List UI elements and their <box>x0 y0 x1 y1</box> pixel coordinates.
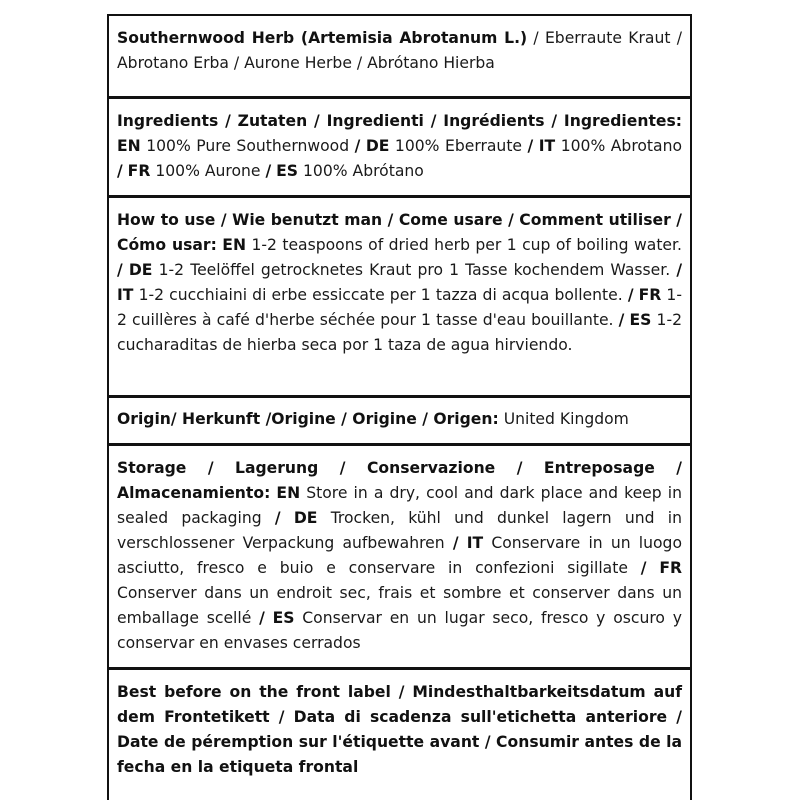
storage-text: Conservar en un lugar seco, fresco y oscuro y conservar en envases cerrados <box>117 609 682 652</box>
instruction-text: 1-2 Teelöffel getrocknetes Kraut pro 1 Tasse kochendem Wasser. <box>158 261 671 279</box>
lang-code: DE <box>365 137 390 155</box>
how-to-use-section: How to use / Wie benutzt man / Come usare / Comment utiliser / Cómo usar: EN 1-2 teaspoons of dried herb per 1 cup of boiling water. / DE 1-2 Teelöffel getrocknetes Kraut pro 1 Tasse kochendem Wasser. / IT 1-2 cucchiaini di erbe essiccate per 1 tazza di acqua bollente. / FR 1-2 cuillères à café d'herbe séchée pour 1 tasse d'eau bouillante. / ES 1-2 cucharaditas de hierba seca por 1 taza de agua hirviendo. <box>109 195 690 395</box>
product-label <box>107 14 692 800</box>
ingredient-text: 100% Eberraute <box>394 137 523 155</box>
ingredient-text: 100% Abrotano <box>560 137 683 155</box>
lang-code: DE <box>293 509 318 527</box>
lang-code: IT <box>538 137 556 155</box>
ingredient-text: 100% Aurone <box>155 162 261 180</box>
product-name: Southernwood Herb (Artemisia Abrotanum L.) <box>117 29 528 47</box>
storage-text: Conservare in un luogo asciutto, fresco e buio e conservare in confezioni sigillate <box>117 534 682 577</box>
storage-text: Conserver dans un endroit sec, frais et sombre et conserver dans un emballage scellé <box>117 584 682 627</box>
ingredient-text: 100% Pure Southernwood <box>146 137 350 155</box>
lang-code: ES <box>272 609 295 627</box>
instruction-text: 1-2 teaspoons of dried herb per 1 cup of boiling water. <box>251 236 682 254</box>
storage-text: Store in a dry, cool and dark place and keep in sealed packaging <box>117 484 682 527</box>
lang-code: ES <box>276 162 299 180</box>
best-before-text: Best before on the front label / Mindesthaltbarkeitsdatum auf dem Frontetikett / Data di scadenza sull'etichetta anteriore / Date de péremption sur l'étiquette avant / Consumir antes de la fecha en la etiqueta frontal <box>117 683 682 776</box>
lang-code: IT <box>466 534 484 552</box>
ingredient-text: 100% Abrótano <box>303 162 424 180</box>
lang-code: EN <box>117 137 141 155</box>
product-name-section <box>109 16 690 96</box>
lang-code: ES <box>629 311 652 329</box>
origin-section <box>109 395 690 443</box>
instruction-text: 1-2 cucharaditas de hierba seca por 1 taza de agua hirviendo. <box>117 311 683 354</box>
storage-section: Storage / Lagerung / Conservazione / Entreposage / Almacenamiento: EN Store in a dry, cool and dark place and keep in sealed packaging / DE Trocken, kühl und dunkel lagern und in verschlossener Verpackung aufbewahren / IT Conservare in un luogo asciutto, fresco e buio e conservare in confezioni sigillate / FR Conserver dans un endroit sec, frais et sombre et conserver dans un emballage scellé / ES Conservar en un lugar seco, fresco y oscuro y conservar en envases cerrados <box>109 443 690 667</box>
origin-heading: Origin/ Herkunft /Origine / Origine / Origen: <box>117 410 499 428</box>
instruction-text: 1-2 cucchiaini di erbe essiccate per 1 tazza di acqua bollente. <box>138 286 623 304</box>
ingredients-section: Ingredients / Zutaten / Ingredienti / Ingrédients / Ingredientes: EN 100% Pure Southernwood / DE 100% Eberraute / IT 100% Abrotano / FR 100% Aurone / ES 100% Abrótano <box>109 96 690 195</box>
how-to-use-heading: How to use / Wie benutzt man / Come usare / Comment utiliser / Cómo usar: <box>117 211 682 254</box>
best-before-section <box>109 667 690 800</box>
lang-code: EN <box>222 236 246 254</box>
product-name-translations: / Eberraute Kraut / Abrotano Erba / Aurone Herbe / Abrótano Hierba <box>117 29 682 72</box>
lang-code: EN <box>276 484 301 502</box>
ingredients-heading: Ingredients / Zutaten / Ingredienti / Ingrédients / Ingredientes: <box>117 112 682 130</box>
lang-code: FR <box>127 162 151 180</box>
instruction-text: 1-2 cuillères à café d'herbe séchée pour 1 tasse d'eau bouillante. <box>117 286 682 329</box>
lang-code: FR <box>638 286 662 304</box>
storage-text: Trocken, kühl und dunkel lagern und in verschlossener Verpackung aufbewahren <box>117 509 682 552</box>
lang-code: DE <box>128 261 153 279</box>
origin-value: United Kingdom <box>503 410 629 428</box>
storage-heading: Storage / Lagerung / Conservazione / Entreposage / Almacenamiento: <box>117 459 682 502</box>
lang-code: FR <box>659 559 682 577</box>
lang-code: IT <box>117 286 134 304</box>
